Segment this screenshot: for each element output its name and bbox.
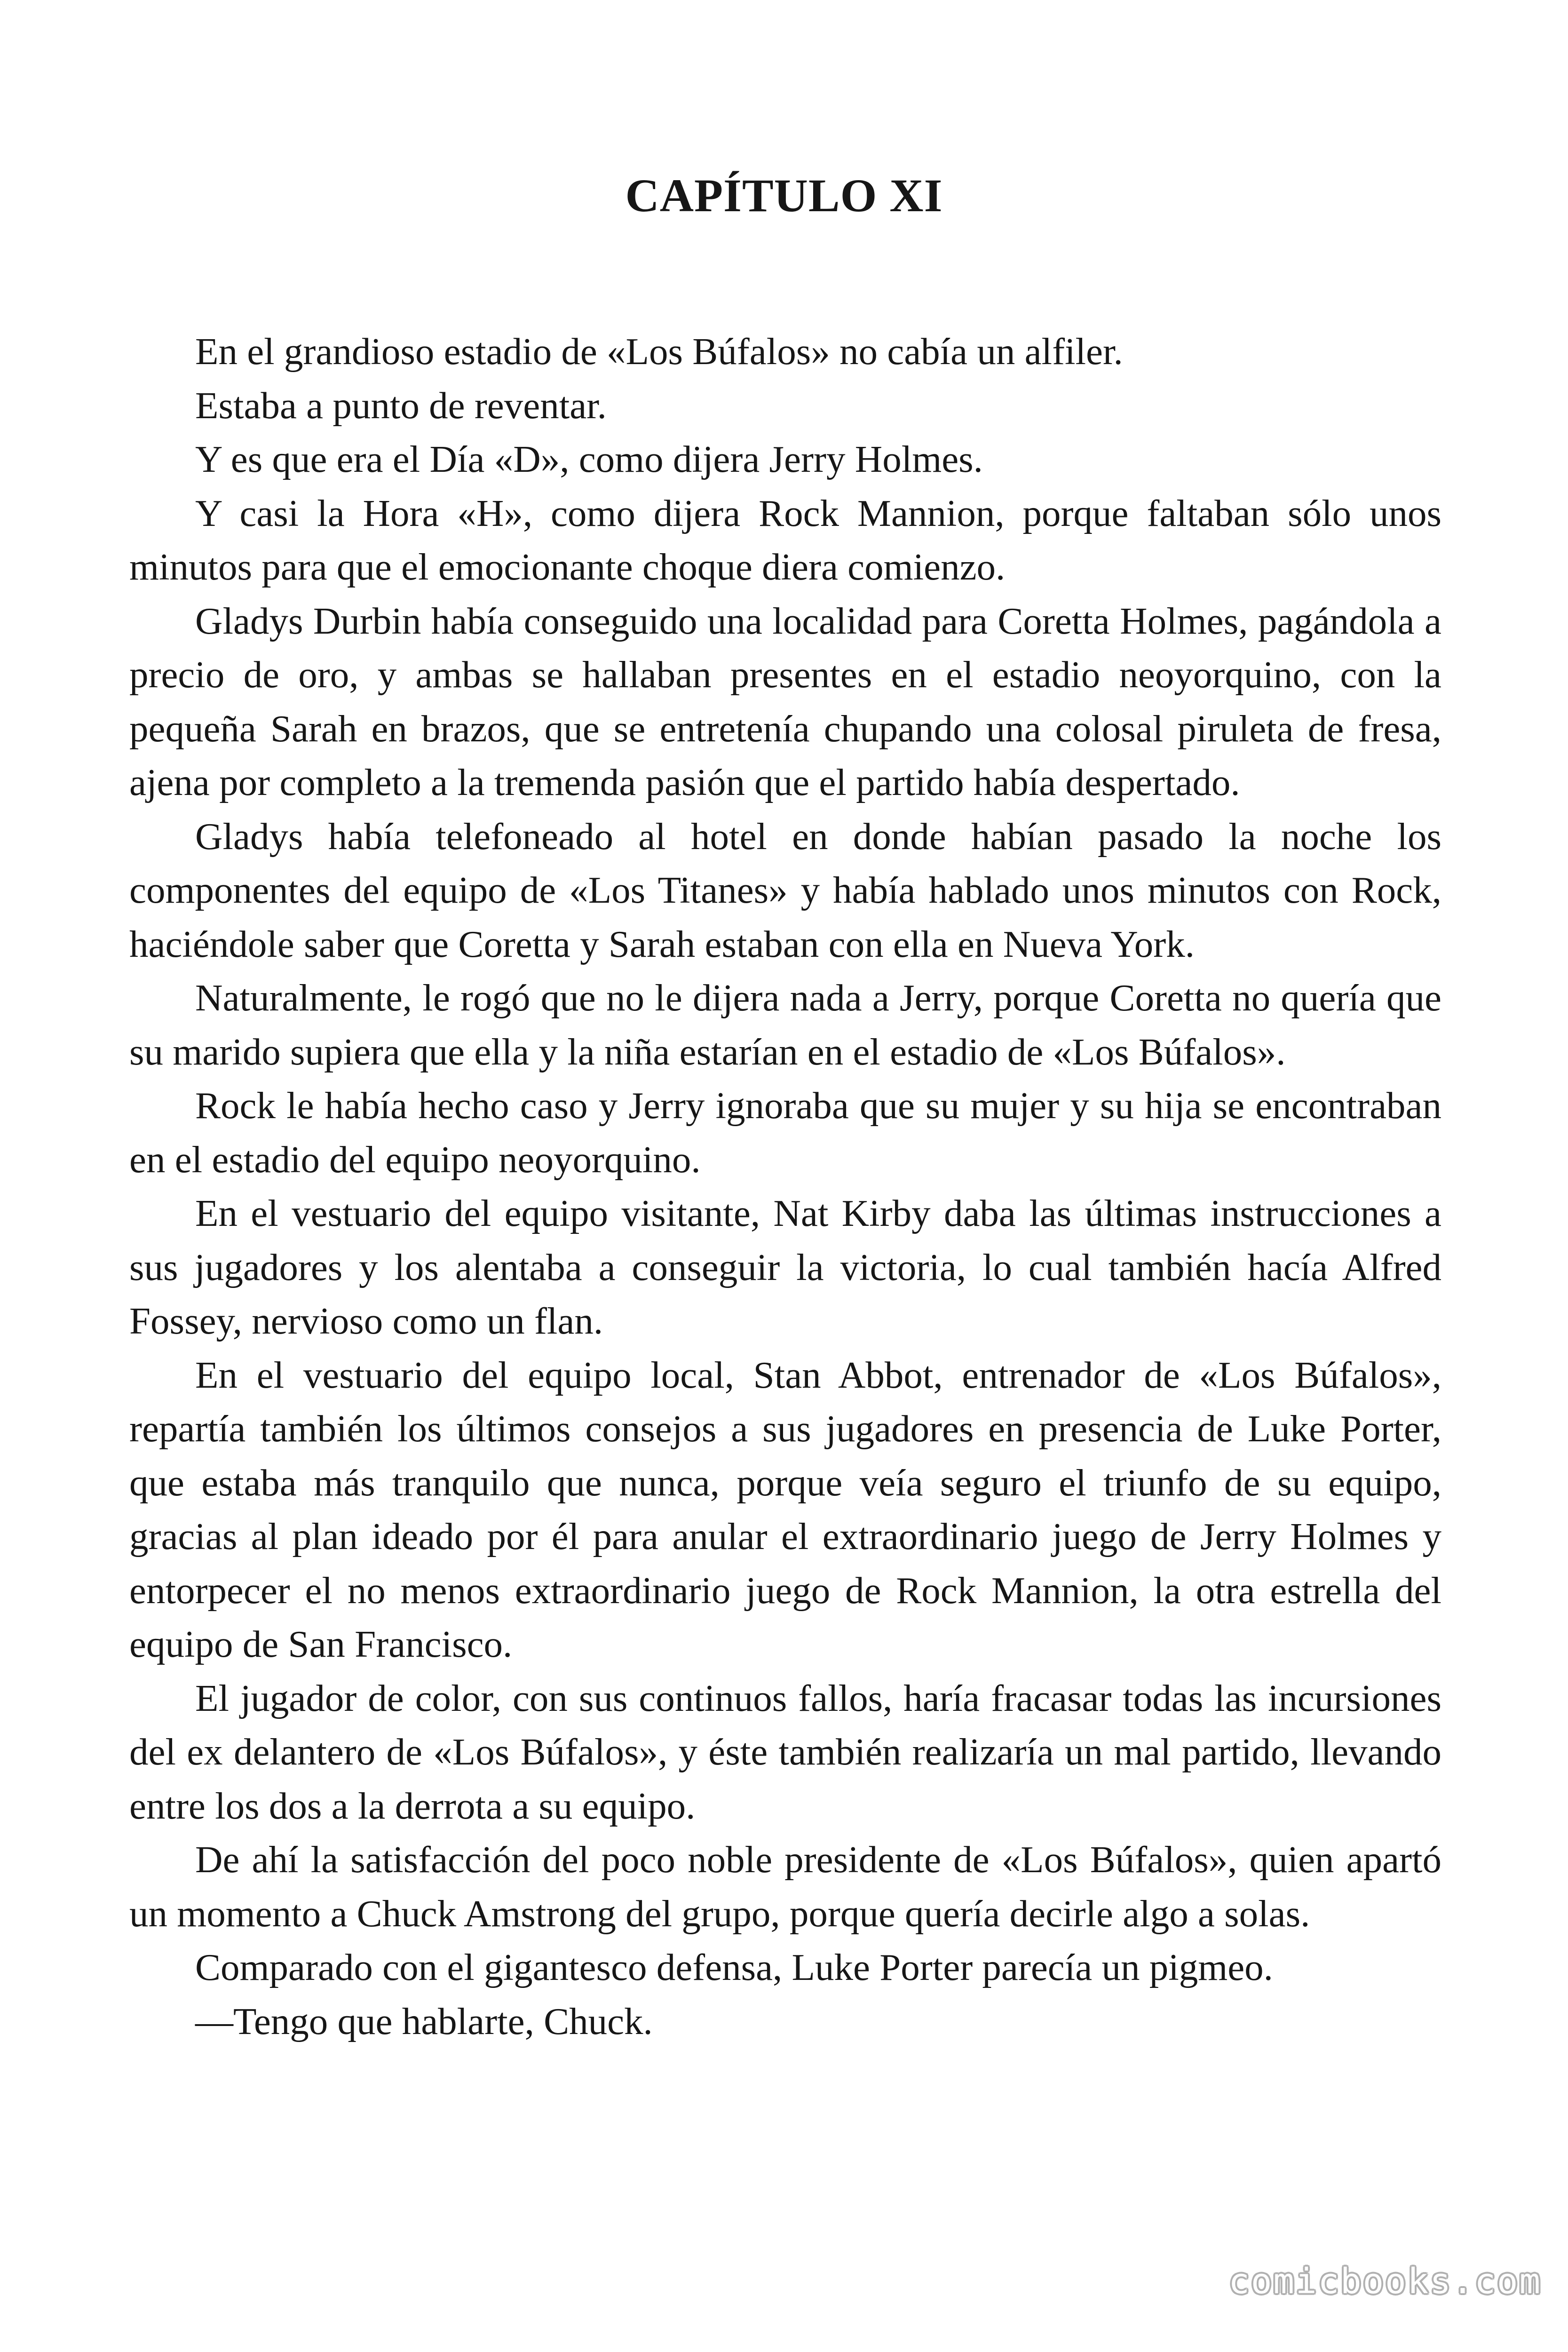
paragraph: Estaba a punto de reventar. [195, 384, 607, 427]
paragraph: De ahí la satisfacción del poco noble presidente de «Los Búfalos», quien apartó un momento a Chuck Amstrong del grupo, porque quería decirle algo a solas. [129, 1838, 1441, 1935]
watermark: comicbooks.com [1228, 2261, 1542, 2302]
paragraph: Gladys había telefoneado al hotel en donde habían pasado la noche los componentes del equipo de «Los Titanes» y había hablado unos minutos con Rock, haciéndole saber que Coretta y Sarah estaban con ella en Nueva York. [129, 815, 1441, 965]
chapter-title: CAPÍTULO XI [625, 169, 943, 222]
paragraph: En el vestuario del equipo visitante, Nat Kirby daba las últimas instrucciones a sus jugadores y los alentaba a conseguir la victoria, lo cual también hacía Alfred Fossey, nervioso como un flan. [129, 1192, 1441, 1342]
paragraph: Y casi la Hora «H», como dijera Rock Mannion, porque faltaban sólo unos minutos para que el emocionante choque diera comienzo. [129, 492, 1441, 588]
paragraph: Comparado con el gigantesco defensa, Luke Porter parecía un pigmeo. [195, 1946, 1273, 1988]
paragraph: En el vestuario del equipo local, Stan Abbot, entrenador de «Los Búfalos», repartía también los últimos consejos a sus jugadores en presencia de Luke Porter, que estaba más tranquilo que nunca, porque veía seguro el triunfo de su equipo, gracias al plan ideado por él para anular el extraordinario juego de Jerry Holmes y entorpecer el no menos extraordinario juego de Rock Mannion, la otra estrella del equipo de San Francisco. [129, 1353, 1441, 1665]
paragraph: El jugador de color, con sus continuos fallos, haría fracasar todas las incursiones del ex delantero de «Los Búfalos», y éste también realizaría un mal partido, llevando entre los dos a la derrota a su equipo. [129, 1677, 1441, 1827]
paragraph: —Tengo que hablarte, Chuck. [195, 2000, 653, 2042]
chapter-body [129, 325, 1441, 2048]
paragraph: Rock le había hecho caso y Jerry ignoraba que su mujer y su hija se encontraban en el estadio del equipo neoyorquino. [129, 1084, 1441, 1181]
paragraph: Gladys Durbin había conseguido una localidad para Coretta Holmes, pagándola a precio de oro, y ambas se hallaban presentes en el estadio neoyorquino, con la pequeña Sarah en brazos, que se entretenía chupando una colosal piruleta de fresa, ajena por completo a la tremenda pasión que el partido había despertado. [129, 599, 1441, 803]
paragraph: Naturalmente, le rogó que no le dijera nada a Jerry, porque Coretta no quería que su marido supiera que ella y la niña estarían en el estadio de «Los Búfalos». [129, 977, 1441, 1073]
paragraph: En el grandioso estadio de «Los Búfalos» no cabía un alfiler. [195, 330, 1123, 373]
paragraph: Y es que era el Día «D», como dijera Jerry Holmes. [195, 438, 983, 480]
